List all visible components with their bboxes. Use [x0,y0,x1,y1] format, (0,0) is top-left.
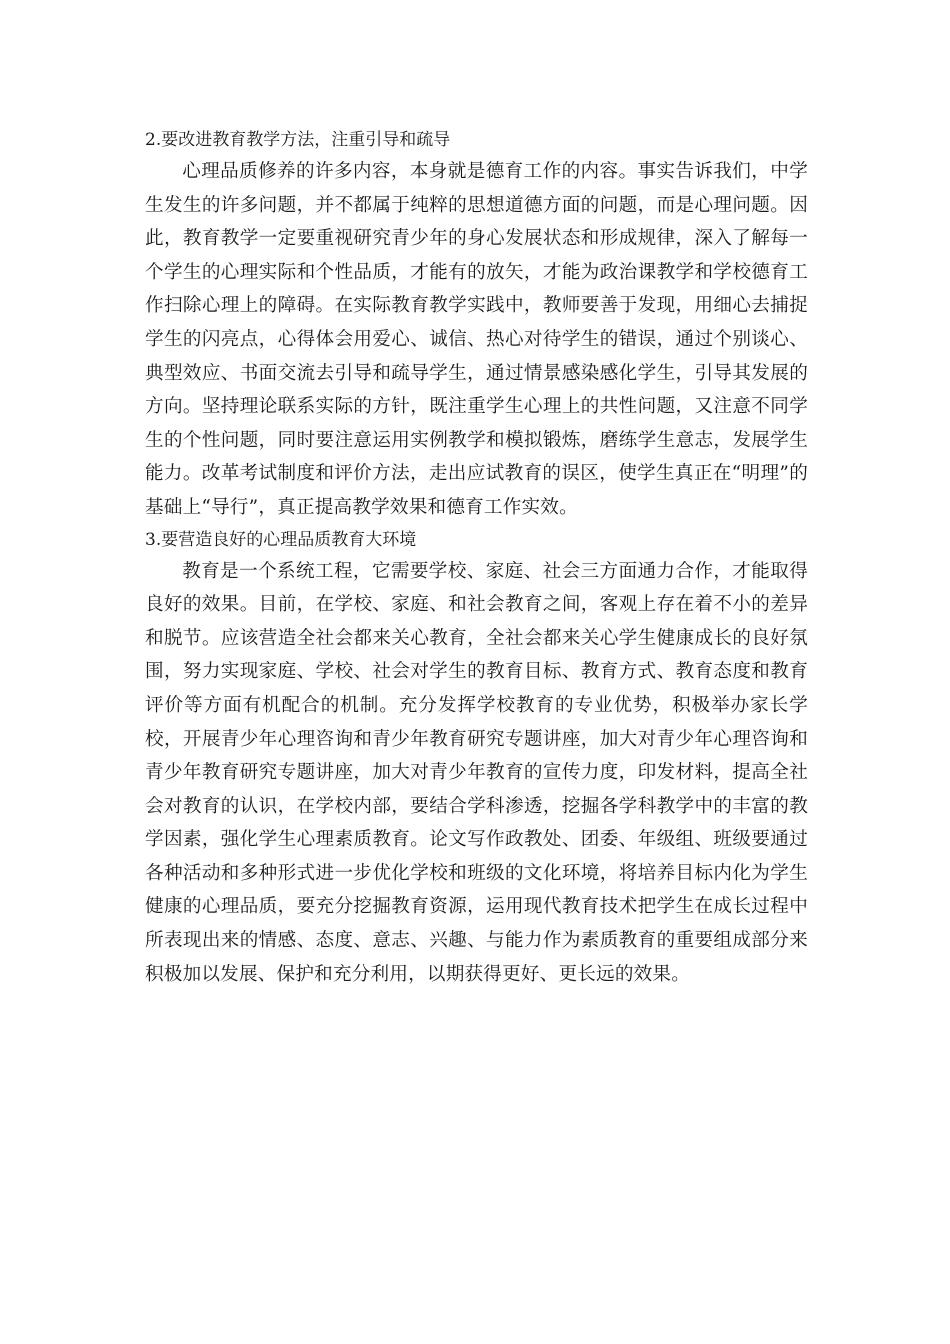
section-2-paragraph: 心理品质修养的许多内容，本身就是德育工作的内容。事实告诉我们，中学生发生的许多问题，并不都属于纯粹的思想道德方面的问题，而是心理问题。因此，教育教学一定要重视研究青少年的身心发展状态和形成规律，深入了解每一个学生的心理实际和个性品质，才能有的放矢，才能为政治课教学和学校德育工作扫除心理上的障碍。在实际教育教学实践中，教师要善于发现，用细心去捕捉学生的闪亮点，心得体会用爱心、诚信、热心对待学生的错误，通过个别谈心、典型效应、书面交流去引导和疏导学生，通过情景感染感化学生，引导其发展的方向。坚持理论联系实际的方针，既注重学生心理上的共性问题，又注意不同学生的个性问题，同时要注意运用实例教学和模拟锻炼，磨练学生意志，发展学生能力。改革考试制度和评价方法，走出应试教育的误区，使学生真正在“明理”的基础上“导行”，真正提高教学效果和德育工作实效。 [145,161,808,518]
section-2-heading: 2.要改进教育教学方法，注重引导和疏导 [145,130,451,150]
section-3-paragraph: 教育是一个系统工程，它需要学校、家庭、社会三方面通力合作，才能取得良好的效果。目前，在学校、家庭、和社会教育之间，客观上存在着不小的差异和脱节。应该营造全社会都来关心教育，全社会都来关心学生健康成长的良好氛围，努力实现家庭、学校、社会对学生的教育目标、教育方式、教育态度和教育评价等方面有机配合的机制。充分发挥学校教育的专业优势，积极举办家长学校，开展青少年心理咨询和青少年教育研究专题讲座，加大对青少年心理咨询和青少年教育研究专题讲座，加大对青少年教育的宣传力度，印发材料，提高全社会对教育的认识，在学校内部，要结合学科渗透，挖掘各学科教学中的丰富的教学因素，强化学生心理素质教育。论文写作政教处、团委、年级组、班级要通过各种活动和多种形式进一步优化学校和班级的文化环境，将培养目标内化为学生健康的心理品质，要充分挖掘教育资源，运用现代教育技术把学生在成长过程中所表现出来的情感、态度、意志、兴趣、与能力作为素质教育的重要组成部分来积极加以发展、保护和充分利用，以期获得更好、更长远的效果。 [145,560,808,985]
section-3-heading: 3.要营造良好的心理品质教育大环境 [145,529,417,550]
document-page [145,127,808,991]
